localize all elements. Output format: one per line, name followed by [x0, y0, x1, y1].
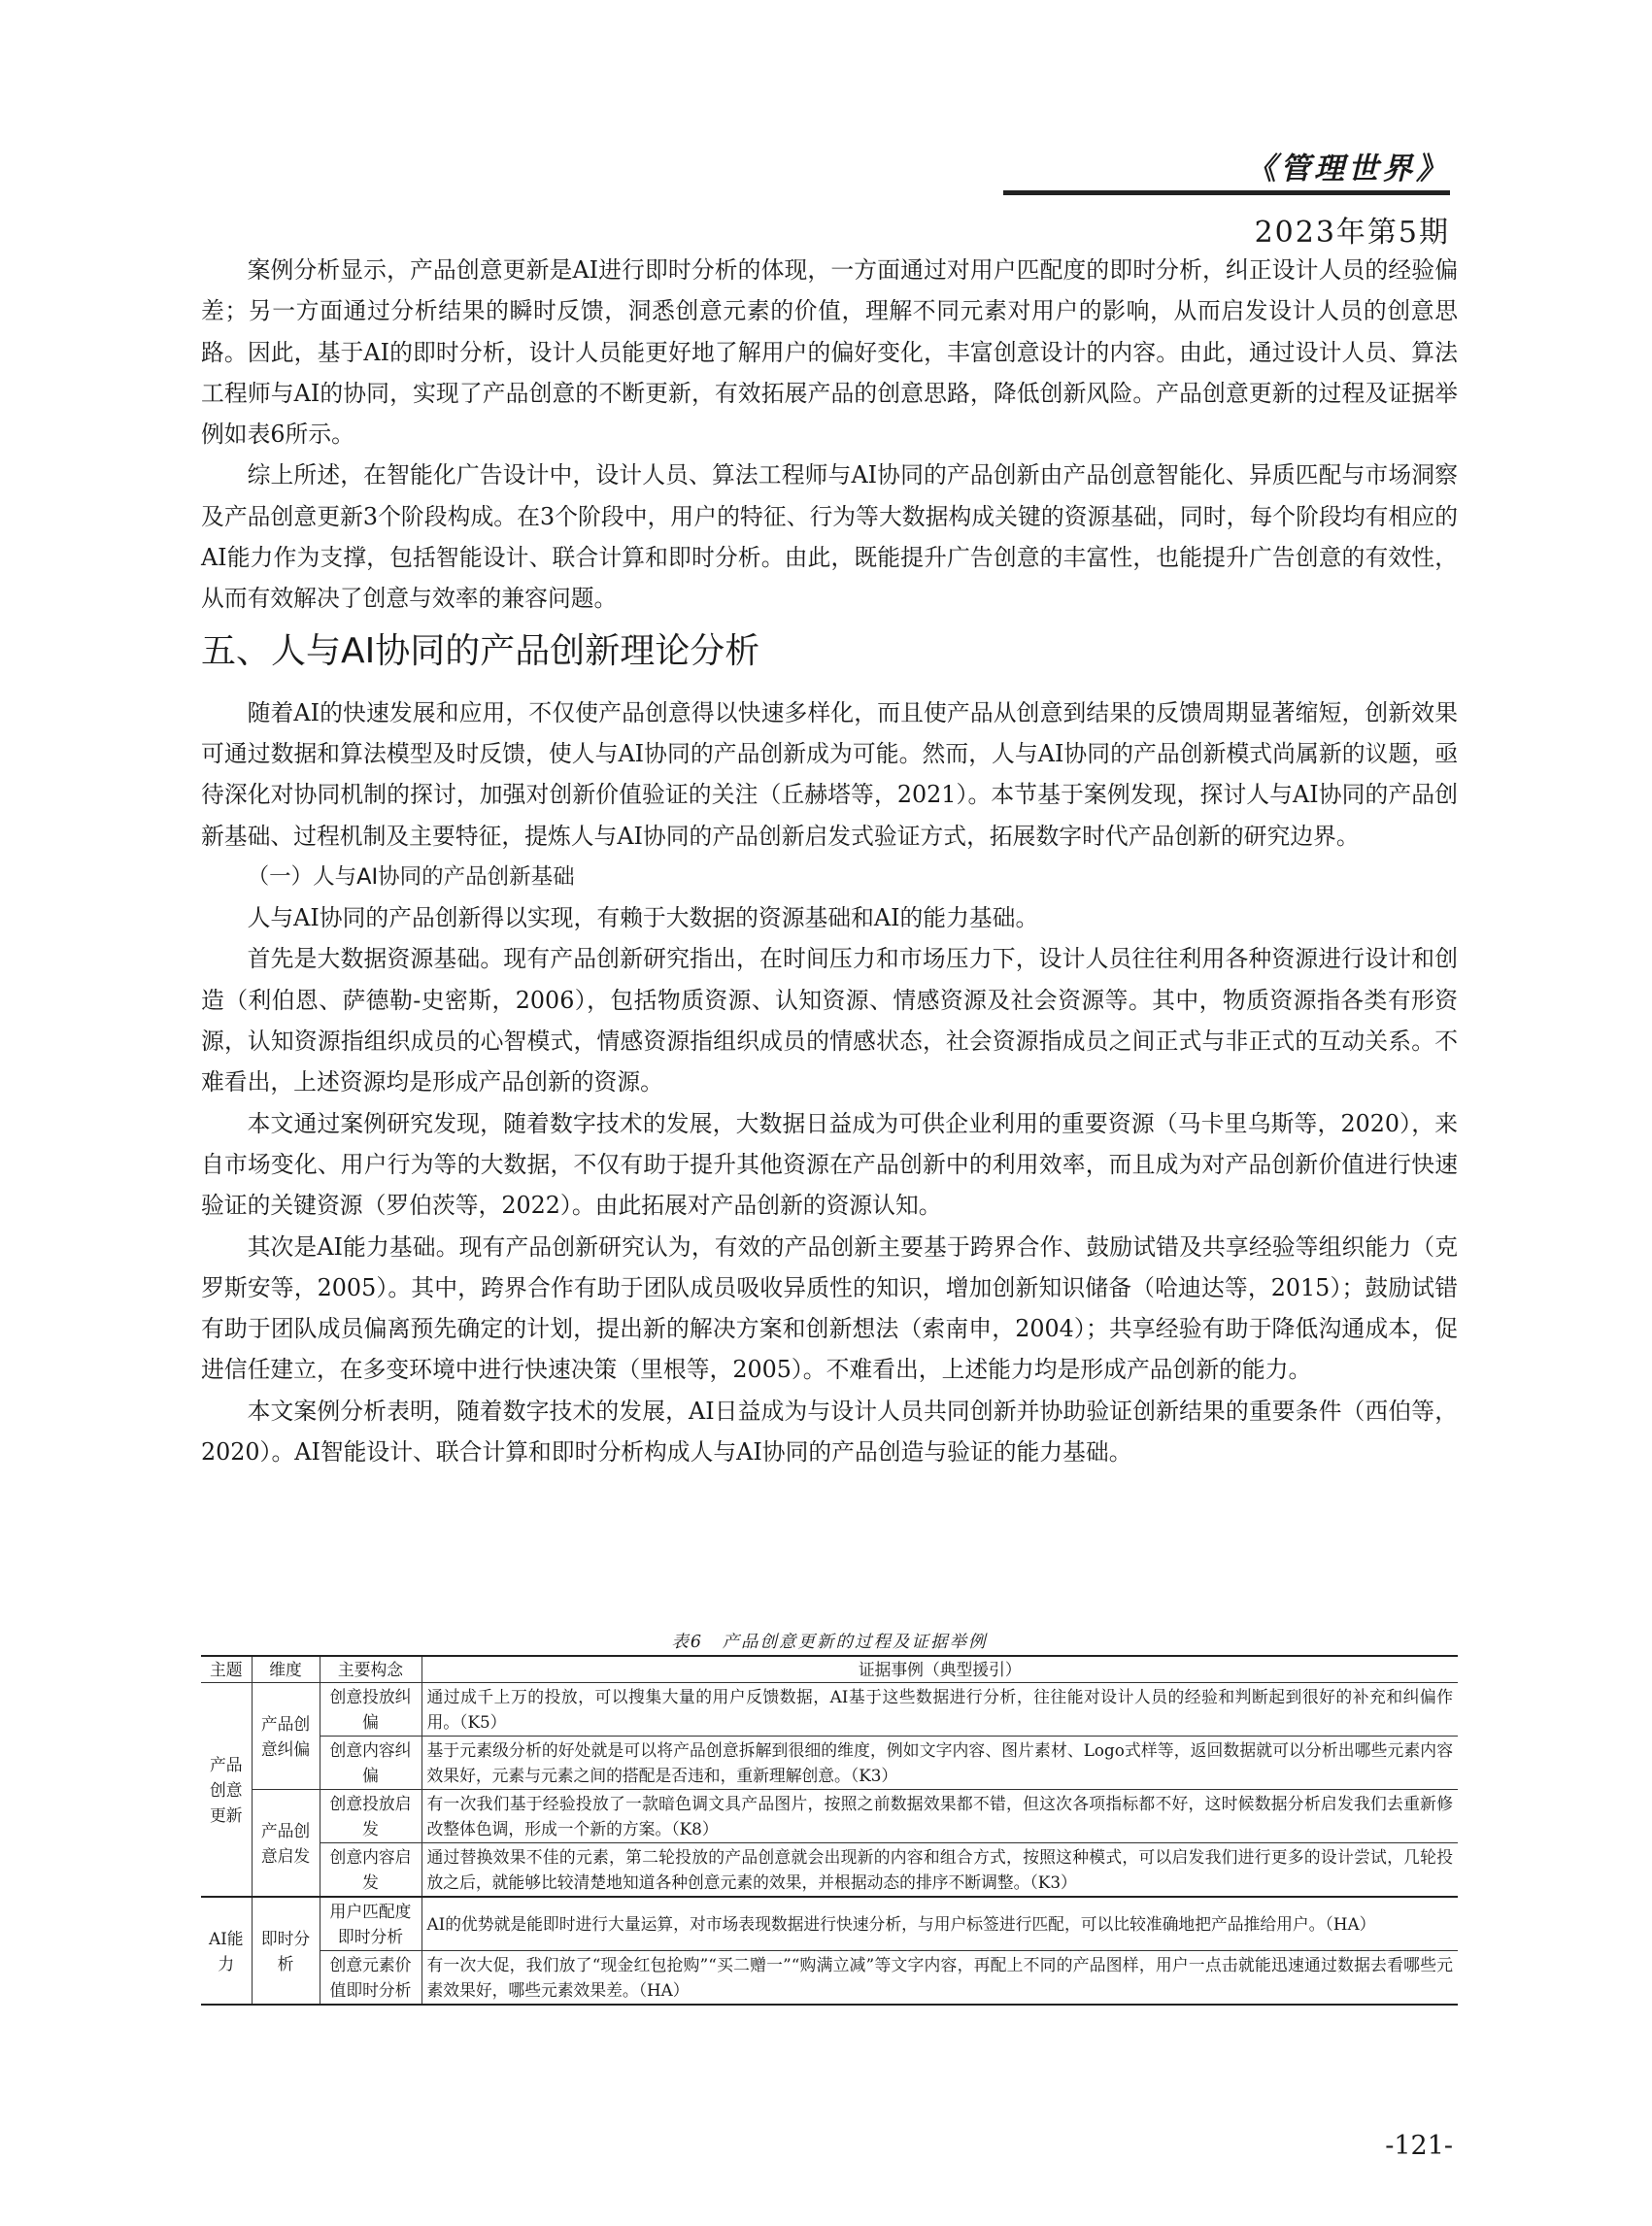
paragraph: 首先是大数据资源基础。现有产品创新研究指出，在时间压力和市场压力下，设计人员往往利用各种资源进行设计和创造（利伯恩、萨德勒-史密斯，2006），包括物质资源、认知资源、情感资源及社会资源等。其中，物质资源指各类有形资源，认知资源指组织成员的心智模式，情感资源指组织成员的情感状态，社会资源指成员之间正式与非正式的互动关系。不难看出，上述资源均是形成产品创新的资源。	[201, 945, 1458, 1096]
main-text	[201, 250, 1458, 1472]
table-row	[201, 1843, 1458, 1898]
table-caption: 表6 产品创意更新的过程及证据举例	[671, 1633, 988, 1652]
construct-cell: 创意元素价值即时分析	[320, 1951, 421, 2006]
table-row	[201, 1683, 1458, 1737]
paragraph: 本文通过案例研究发现，随着数字技术的发展，大数据日益成为可供企业利用的重要资源（马卡里乌斯等，2020），来自市场变化、用户行为等的大数据，不仅有助于提升其他资源在产品创新中的利用效率，而且成为对产品创新价值进行快速验证的关键资源（罗伯茨等，2022）。由此拓展对产品创新的资源认知。	[201, 1109, 1458, 1220]
paragraph: 案例分析显示，产品创意更新是AI进行即时分析的体现，一方面通过对用户匹配度的即时分析，纠正设计人员的经验偏差；另一方面通过分析结果的瞬时反馈，洞悉创意元素的价值，理解不同元素对用户的影响，从而启发设计人员的创意思路。因此，基于AI的即时分析，设计人员能更好地了解用户的偏好变化，丰富创意设计的内容。由此，通过设计人员、算法工程师与AI的协同，实现了产品创意的不断更新，有效拓展产品的创意思路，降低创新风险。产品创意更新的过程及证据举例如表6所示。	[201, 256, 1458, 449]
construct-cell: 创意内容纠偏	[320, 1737, 421, 1790]
dimension-cell: 产品创意启发	[252, 1790, 320, 1898]
header-rule	[1003, 190, 1450, 195]
header-construct: 主要构念	[320, 1656, 421, 1683]
section-heading: 五、人与AI协同的产品创新理论分析	[201, 630, 760, 671]
evidence-cell: AI的优势就是能即时进行大量运算，对市场表现数据进行快速分析，与用户标签进行匹配，可以比较准确地把产品推给用户。（HA）	[421, 1897, 1458, 1951]
theme-cell: AI能力	[201, 1897, 252, 2005]
table-row	[201, 1897, 1458, 1951]
evidence-cell: 有一次我们基于经验投放了一款暗色调文具产品图片，按照之前数据效果都不错，但这次各项指标都不好，这时候数据分析启发我们去重新修改整体色调，形成一个新的方案。（K8）	[421, 1790, 1458, 1843]
dimension-cell: 即时分析	[252, 1897, 320, 2005]
subsection-heading: （一）人与AI协同的产品创新基础	[247, 863, 575, 890]
evidence-cell: 有一次大促，我们放了“现金红包抢购”“买二赠一”“购满立减”等文字内容，再配上不同的产品图样，用户一点击就能迅速通过数据去看哪些元素效果好，哪些元素效果差。（HA）	[421, 1951, 1458, 2006]
paragraph: 综上所述，在智能化广告设计中，设计人员、算法工程师与AI协同的产品创新由产品创意智能化、异质匹配与市场洞察及产品创意更新3个阶段构成。在3个阶段中，用户的特征、行为等大数据构成关键的资源基础，同时，每个阶段均有相应的AI能力作为支撑，包括智能设计、联合计算和即时分析。由此，既能提升广告创意的丰富性，也能提升广告创意的有效性，从而有效解决了创意与效率的兼容问题。	[201, 461, 1458, 613]
construct-cell: 创意投放纠偏	[320, 1683, 421, 1737]
paragraph: 随着AI的快速发展和应用，不仅使产品创意得以快速多样化，而且使产品从创意到结果的反馈周期显著缩短，创新效果可通过数据和算法模型及时反馈，使人与AI协同的产品创新成为可能。然而，人与AI协同的产品创新模式尚属新的议题，亟待深化对协同机制的探讨，加强对创新价值验证的关注（丘赫塔等，2021）。本节基于案例发现，探讨人与AI协同的产品创新基础、过程机制及主要特征，提炼人与AI协同的产品创新启发式验证方式，拓展数字时代产品创新的研究边界。	[201, 698, 1458, 850]
paragraph: 本文案例分析表明，随着数字技术的发展，AI日益成为与设计人员共同创新并协助验证创新结果的重要条件（西伯等，2020）。AI智能设计、联合计算和即时分析构成人与AI协同的产品创造与验证的能力基础。	[201, 1397, 1458, 1467]
table-row	[201, 1790, 1458, 1843]
evidence-table	[201, 1655, 1458, 2006]
theme-cell: 产品创意更新	[201, 1683, 252, 1898]
journal-title: 《管理世界》	[1246, 152, 1450, 186]
header-theme: 主题	[201, 1656, 252, 1683]
paragraph: 其次是AI能力基础。现有产品创新研究认为，有效的产品创新主要基于跨界合作、鼓励试错及共享经验等组织能力（克罗斯安等，2005）。其中，跨界合作有助于团队成员吸收异质性的知识，增加创新知识储备（哈迪达等，2015）；鼓励试错有助于团队成员偏离预先确定的计划，提出新的解决方案和创新想法（索南申，2004）；共享经验有助于降低沟通成本，促进信任建立，在多变环境中进行快速决策（里根等，2005）。不难看出，上述能力均是形成产品创新的能力。	[201, 1232, 1458, 1384]
dimension-cell: 产品创意纠偏	[252, 1683, 320, 1790]
page-number: -121-	[1385, 2131, 1453, 2161]
paragraph: 人与AI协同的产品创新得以实现，有赖于大数据的资源基础和AI的能力基础。	[247, 904, 1039, 932]
table-header-row	[201, 1656, 1458, 1683]
table-row	[201, 1951, 1458, 2006]
construct-cell: 创意内容启发	[320, 1843, 421, 1898]
table-row	[201, 1737, 1458, 1790]
evidence-cell: 通过替换效果不佳的元素，第二轮投放的产品创意就会出现新的内容和组合方式，按照这种模式，可以启发我们进行更多的设计尝试，几轮投放之后，就能够比较清楚地知道各种创意元素的效果，并根据动态的排序不断调整。（K3）	[421, 1843, 1458, 1898]
header-evidence: 证据事例（典型援引）	[421, 1656, 1458, 1683]
evidence-cell: 基于元素级分析的好处就是可以将产品创意拆解到很细的维度，例如文字内容、图片素材、Logo式样等，返回数据就可以分析出哪些元素内容效果好，元素与元素之间的搭配是否违和，重新理解创意。（K3）	[421, 1737, 1458, 1790]
construct-cell: 用户匹配度即时分析	[320, 1897, 421, 1951]
header-dimension: 维度	[252, 1656, 320, 1683]
evidence-cell: 通过成千上万的投放，可以搜集大量的用户反馈数据，AI基于这些数据进行分析，往往能对设计人员的经验和判断起到很好的补充和纠偏作用。（K5）	[421, 1683, 1458, 1737]
journal-issue: 2023年第5期	[1254, 216, 1450, 250]
construct-cell: 创意投放启发	[320, 1790, 421, 1843]
